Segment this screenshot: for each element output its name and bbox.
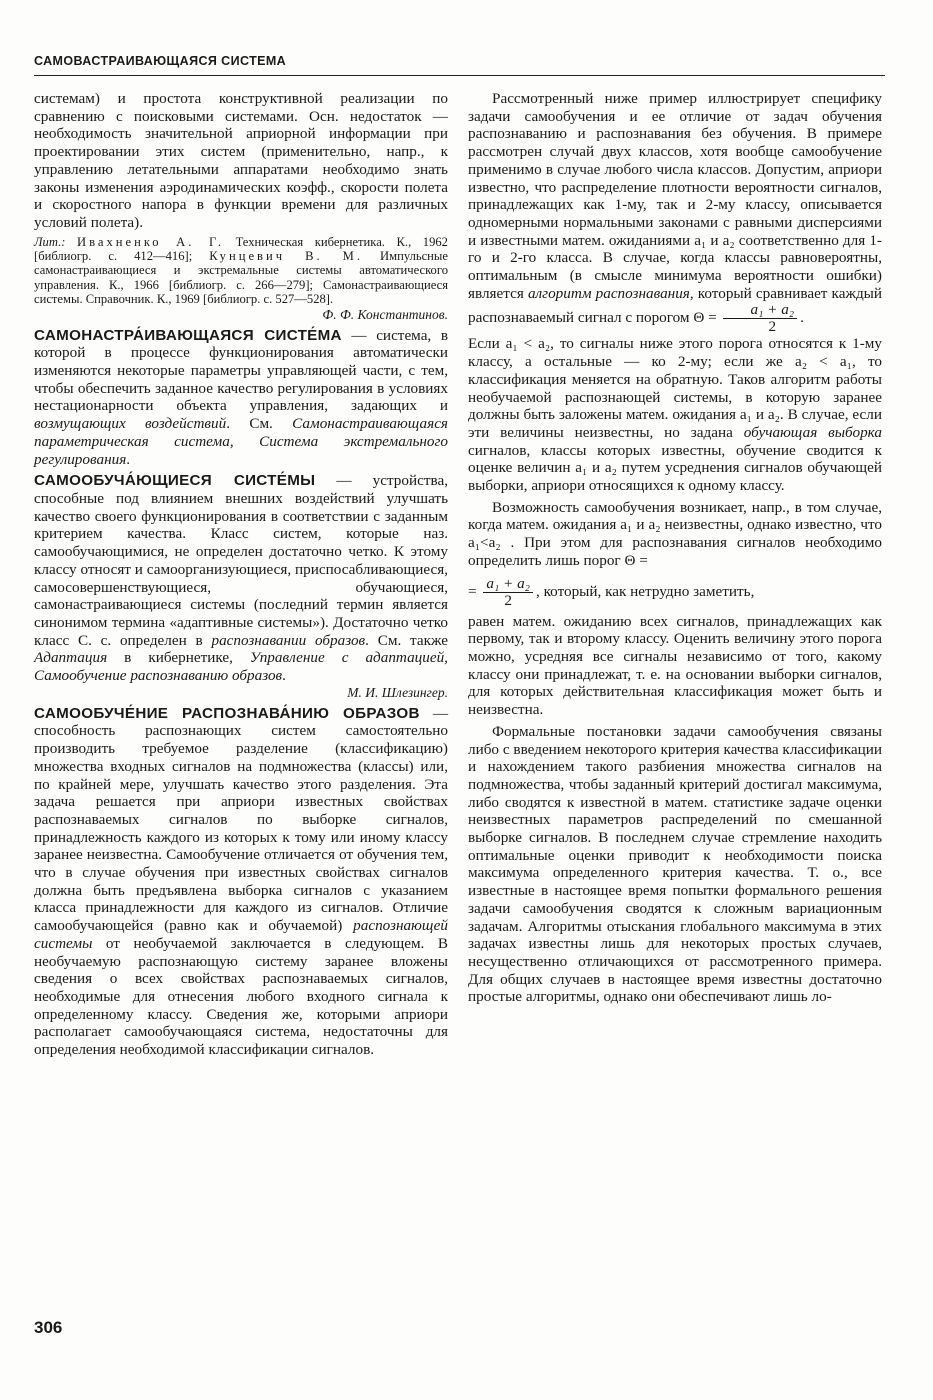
crossref-link[interactable]: распознавании образов	[211, 631, 366, 649]
crossref-link[interactable]: Управление с адаптацией, Самообучение распознаванию образов	[34, 649, 448, 685]
threshold-fraction	[723, 302, 797, 335]
entry-signature: М. И. Шлезингер.	[347, 684, 448, 700]
crossref-link[interactable]: распознающей системы	[34, 917, 448, 952]
entry-text: в кибернетике,	[107, 649, 250, 667]
right-column	[468, 90, 882, 1006]
left-column	[34, 90, 448, 1059]
running-title: САМОВАСТРАИВАЮЩАЯСЯ СИСТЕМА	[34, 54, 287, 68]
entry-self-learning-pattern-recognition	[34, 705, 448, 1059]
threshold-formula	[468, 576, 882, 609]
entry-head: САМООБУЧЕ́НИЕ РАСПОЗНАВА́НИЮ ОБРАЗОВ	[34, 704, 420, 722]
crossref-link[interactable]: алгоритм распознавания	[527, 284, 690, 302]
para-text: , который сравнивает каждый распознаваемый сигнал с порогом Θ =	[468, 284, 882, 327]
lit-text-2: Импульсные самонастраивающиеся и экстремальные системы автоматического управления. К., 1966 [библиогр. с. 266—279]; Самонастраивающиеся системы. Справочник. К., 1969 [библиогр. с. 527—528].	[34, 249, 448, 307]
lit-label: Лит.:	[34, 234, 66, 249]
lit-author-1: Ивахненко А. Г.	[77, 234, 225, 249]
para-text: Возможность самообучения возникает, напр., в том случае, когда матем. ожидания a₁ и a₂ неизвестны, однако известно, что a₁<a₂ . При этом для распознавания сигналов необходимо определить лишь порог Θ =	[468, 498, 882, 569]
crossref-link[interactable]: Самонастраивающаяся параметрическая система, Система экстремального регулирования	[34, 415, 448, 468]
crossref-link[interactable]: возмущающих воздействий	[34, 415, 227, 433]
entry-text: — система, в которой в процессе функционирования автоматически изменяются некоторые параметры управляющей части, с тем, чтобы обеспечить заданное качество регулирования в условиях нестационарности объекта управления, задающих и	[34, 326, 448, 415]
crossref-link[interactable]: обучающая выборка	[743, 423, 882, 441]
header-rule	[34, 75, 885, 76]
entry-text: .	[126, 450, 131, 468]
para-text: Если a₁ < a₂, то сигналы ниже этого порога относятся к 1-му классу, а остальные — ко 2-му; если же a₂ < a₁, то классификация меняется на обратную. Таков алгоритм работы необучаемой распознающей системы, в которую заранее должны быть заложены матем. ожидания a₁ и a₂. В случае, если эти величины неизвестны, но задана	[468, 335, 882, 441]
lit-author-2: Кунцевич В. М.	[209, 249, 363, 264]
paragraph-self-learning	[468, 499, 882, 570]
para-text: , который, как нетрудно заметить,	[535, 582, 755, 600]
para-text: Рассмотренный ниже пример иллюстрирует специфику задачи самообучения и ее отличие от задач обучения распознаванию и распознавания без обучения. В примере рассмотрен случай двух классов, хотя вообще самообучение применимо в случае любого числа классов. Допустим, априори известно, что распределение плотности вероятности сигналов, принадлежащих как 1-му, так и 2-му классу, описывается одномерными нормальными законами с равными дисперсиями и известными матем. ожиданиями a₁ и a₂ соответственно для 1-го и 2-го класса. В случае, когда классы равновероятны, оптимальным (в смысле минимума вероятности ошибки) является	[468, 90, 882, 302]
equals-sign: =	[468, 582, 477, 600]
entry-self-learning-systems	[34, 472, 448, 684]
literature-block	[34, 235, 448, 307]
continued-paragraph: системам) и простота конструктивной реализации по сравнению с поисковыми системами. Осн. недостаток — необходимость значительной априорной информации при проектировании этих систем (применительно, напр., к управлению летательными аппаратами необходимо знать законы изменения аэродинамических коэфф., скорости полета и скоростного напора в функции времени для различных условий полета).	[34, 90, 448, 231]
entry-text: . См. также	[365, 631, 449, 649]
page-number: 306	[34, 1318, 63, 1337]
threshold-fraction-2	[483, 576, 533, 609]
entry-text: .	[282, 667, 286, 685]
paragraph-self-learning-cont: равен матем. ожиданию всех сигналов, принадлежащих как первому, так и второму классу. Оценить величину этого порога можно, усредняя все сигналы независимо от того, какому классу они принадлежат, т. е. на основании выборки сигналов, для которых действительная классификация может быть и неизвестна.	[468, 612, 882, 719]
crossref-link[interactable]: Адаптация	[34, 649, 108, 667]
paragraph-example: Рассмотренный ниже пример иллюстрирует специфику задачи самообучения и ее отличие от задач обучения распознаванию и распознавания без обучения. В примере рассмотрен случай двух классов, хотя вообще самообучение применимо в случае любого числа классов. Допустим, априори известно, что распределение плотности вероятности сигналов, принадлежащих как 1-му, так и 2-му классу, описывается одномерными нормальными законами с равными дисперсиями и известными матем. ожиданиями a₁ и a₂ соответственно для 1-го и 2-го класса. В случае, когда классы равновероятны, оптимальным (в смысле минимума вероятности ошибки) является алгоритм распознавания, который сравнивает каждый распознаваемый сигнал с порогом Θ = $\frac{\text{a₁ + a₂}}{2}$ .	[468, 90, 882, 336]
fraction-denominator: 2	[768, 318, 777, 336]
entry-text: от необучаемой заключается в следующем. В необучаемую распознающую систему заранее вложены сведения о всех свойствах распознаваемых сигналов, необходимые для отнесения любого входного сигнала к определенному классу. Сведения же, которыми априори располагает самообучающаяся система, недостаточны для определения необходимой классификации сигналов.	[34, 934, 448, 1059]
fraction-numerator: a₁ + a₂	[723, 302, 797, 319]
fraction-numerator: a₁ + a₂	[483, 576, 533, 593]
fraction-denominator: 2	[504, 591, 512, 609]
entry-text: . См.	[226, 415, 293, 433]
lit-text-1: Техническая кибернетика. К., 1962 [библиогр. с. 412—416];	[34, 234, 448, 264]
entry-head: САМОНАСТРА́ИВАЮЩАЯСЯ СИСТЕ́МА	[34, 326, 342, 344]
entry-text: — способность распознающих систем самостоятельно производить требуемое разделение (классификацию) множества входных сигналов на подмножества (классы) или, по крайней мере, улучшать качество этого разделения. Эта задача решается при априори известных свойствах распознаваемых сигналов по выборке сигналов, принадлежность каждого из которых к тому или иному классу заранее неизвестна. Самообучение отличается от обучения тем, что в случае обучения при известных свойствах сигналов должна быть предъявлена выборка сигналов с указанием класса принадлежности для каждого из сигналов. Отличие самообучающейся (равно как и обучаемой)	[34, 704, 448, 935]
para-text: сигналов, классы которых известны, обучение сводится к оценке величин a₁ и a₂ путем усреднения сигналов обучающей выборки, априори относящихся к одному классу.	[468, 441, 882, 495]
entry-head: САМООБУЧА́ЮЩИЕСЯ СИСТЕ́МЫ	[34, 472, 316, 490]
entry-text: — устройства, способные под влиянием внешних воздействий улучшать качество своего функционирования в соответствии с заданным критерием качества. Класс систем, которые наз. самообучающимися, не определен достаточно четко. К этому классу относят и самоорганизующиеся, приспосабливающиеся, самосовершенствующиеся, обучающиеся, самонастраивающиеся системы (последний термин является синонимом термина «адаптивные системы»). Достаточно четко класс С. с. определен в	[34, 472, 448, 649]
paragraph-formal-statements: Формальные постановки задачи самообучения связаны либо с введением некоторого критерия качества классификации и нахождением такого разбиения множества сигналов на подмножества, чтобы заданный критерий достигал максимума, либо сводятся к известной в матем. статистике задаче оценки неизвестных параметров распределений по смешанной выборке сигналов. В последнем случае стремление находить оптимальные оценки приводит к необходимости поиска максимума определенного критерия качества. Т. о., все известные в настоящее время попытки формального решения задачи самообучения сводятся к сложным вариационным задачам. Алгоритмы отыскания глобального максимума в этих задачах известны лишь для некоторых простых случаев, несущественно отличающихся от рассмотренного примера. Для общих случаев в настоящее время известны достаточно простые алгоритмы, однако они обеспечивают лишь ло-	[468, 722, 882, 1006]
paragraph-example-cont	[468, 335, 882, 494]
lit-signature: Ф. Ф. Константинов.	[322, 306, 448, 322]
entry-self-adjusting-system	[34, 327, 448, 469]
